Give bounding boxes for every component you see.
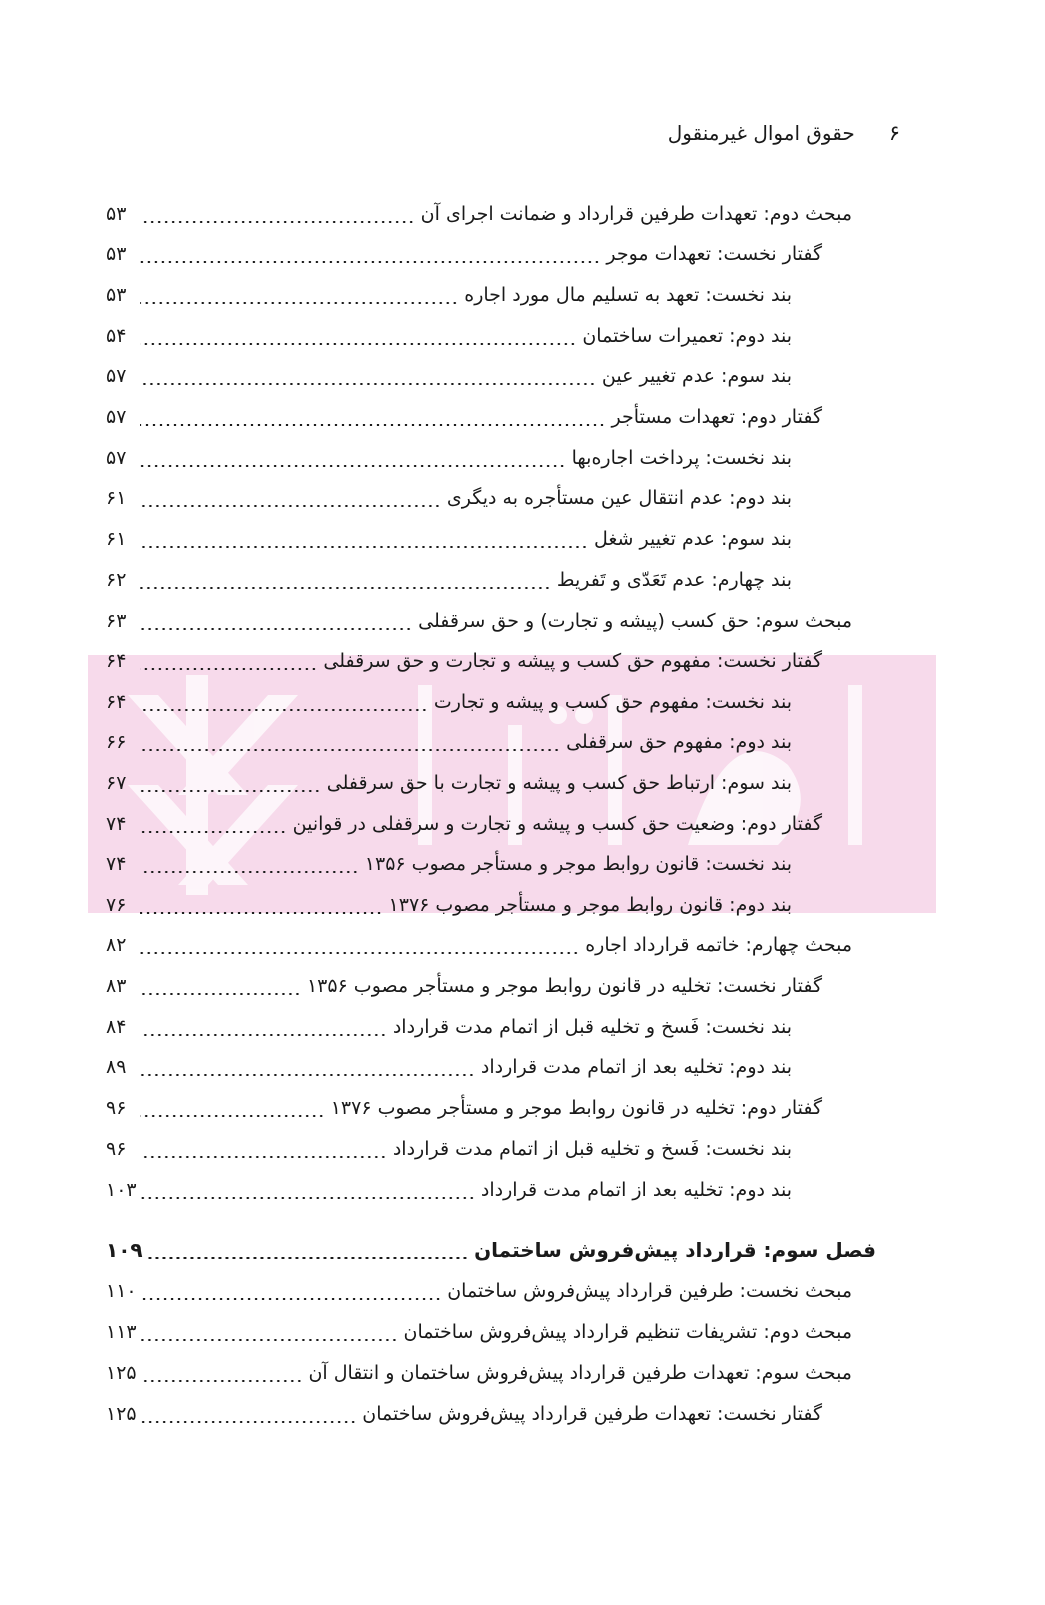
toc-entry-title: بند نخست: پرداخت اجاره‌بها: [571, 447, 792, 469]
toc-entry-title: بند نخست: قانون روابط موجر و مستأجر مصوب ۱۳۵۶: [364, 853, 792, 875]
toc-page-number: ۱۰۹: [106, 1238, 143, 1262]
toc-page-number: ۷۴: [106, 853, 127, 875]
toc-entry-title: بند نخست: فَسخ و تخلیه قبل از اتمام مدت قرارداد: [392, 1016, 792, 1038]
toc-entry-row: [106, 1355, 852, 1391]
toc-leader-dots: [140, 261, 600, 263]
toc-leader-dots: [140, 383, 596, 385]
toc-entry-row: [106, 318, 792, 354]
toc-page-number: ۵۳: [106, 284, 127, 306]
header-book-title: حقوق اموال غیرمنقول: [667, 121, 855, 145]
toc-leader-dots: [140, 302, 458, 304]
toc-leader-dots: [140, 424, 605, 426]
toc-entry-row: [106, 1131, 792, 1167]
toc-page-number: ۱۱۰: [106, 1280, 137, 1302]
toc-entry-title: مبحث چهارم: خاتمه قرارداد اجاره: [585, 934, 852, 956]
toc-entry-row: [106, 1090, 822, 1126]
toc-page-number: ۶۴: [106, 691, 127, 713]
toc-page-number: ۸۹: [106, 1056, 127, 1078]
toc-leader-dots: [140, 831, 287, 833]
toc-page-number: ۶۱: [106, 487, 127, 509]
toc-entry-title: گفتار نخست: تخلیه در قانون روابط موجر و مستأجر مصوب ۱۳۵۶: [306, 975, 822, 997]
toc-leader-dots: [140, 1074, 475, 1076]
toc-entry-row: [106, 480, 792, 516]
toc-page-number: ۶۱: [106, 528, 127, 550]
toc-entry-title: بند سوم: عدم تغییر عین: [601, 365, 792, 387]
toc-entry-row: [106, 1049, 792, 1085]
toc-leader-dots: [140, 343, 576, 345]
toc-page-number: ۵۴: [106, 325, 127, 347]
toc-entry-row: [106, 236, 822, 272]
toc-entry-row: [106, 1172, 792, 1208]
toc-entry-title: مبحث سوم: حق کسب (پیشه و تجارت) و حق سرقفلی: [418, 610, 852, 632]
toc-entry-title: بند دوم: مفهوم حق سرقفلی: [566, 731, 792, 753]
toc-entry-row: [106, 196, 852, 232]
toc-page-number: ۹۶: [106, 1138, 127, 1160]
toc-leader-dots: [141, 1380, 303, 1382]
toc-leader-dots: [140, 587, 551, 589]
toc-entry-title: بند سوم: ارتباط حق کسب و پیشه و تجارت با حق سرقفلی: [326, 772, 792, 794]
toc-entry-row: [106, 440, 792, 476]
toc-page-number: ۵۷: [106, 447, 127, 469]
toc-leader-dots: [141, 1421, 357, 1423]
toc-leader-dots: [140, 952, 579, 954]
toc-entry-row: [106, 765, 792, 801]
toc-entry-row: [106, 806, 822, 842]
toc-leader-dots: [147, 1257, 468, 1260]
toc-page-number: ۵۷: [106, 406, 127, 428]
toc-page-number: ۱۲۵: [106, 1362, 137, 1384]
toc-entry-row: [106, 1273, 852, 1309]
toc-entry-title: مبحث دوم: تعهدات طرفین قرارداد و ضمانت اجرای آن: [420, 203, 852, 225]
toc-leader-dots: [140, 668, 317, 670]
toc-entry-row: [106, 521, 792, 557]
toc-entry-title: بند نخست: تعهد به تسلیم مال مورد اجاره: [464, 284, 792, 306]
toc-page-number: ۷۴: [106, 813, 127, 835]
toc-entry-title: گفتار نخست: مفهوم حق کسب و پیشه و تجارت و حق سرقفلی: [323, 650, 822, 672]
toc-page-number: ۱۲۵: [106, 1403, 137, 1425]
toc-entry-title: مبحث نخست: طرفین قرارداد پیش‌فروش ساختمان: [447, 1280, 852, 1302]
toc-chapter-row: [106, 1232, 876, 1268]
toc-leader-dots: [140, 465, 566, 467]
toc-entry-row: [106, 399, 822, 435]
toc-entry-title: مبحث سوم: تعهدات طرفین قرارداد پیش‌فروش ساختمان و انتقال آن: [308, 1362, 852, 1384]
toc-leader-dots: [140, 546, 588, 548]
toc-leader-dots: [140, 790, 321, 792]
toc-entry-title: بند دوم: قانون روابط موجر و مستأجر مصوب ۱۳۷۶: [388, 894, 792, 916]
toc-page-number: ۷۶: [106, 894, 127, 916]
toc-leader-dots: [140, 749, 560, 751]
toc-leader-dots: [140, 221, 415, 223]
toc-page-number: ۸۳: [106, 975, 127, 997]
toc-entry-row: [106, 846, 792, 882]
toc-entry-row: [106, 1009, 792, 1045]
toc-leader-dots: [140, 628, 412, 630]
toc-entry-row: [106, 887, 792, 923]
toc-page-number: ۶۴: [106, 650, 127, 672]
toc-page-number: ۵۷: [106, 365, 127, 387]
toc-leader-dots: [141, 1339, 398, 1341]
toc-leader-dots: [140, 871, 359, 873]
toc-leader-dots: [140, 1115, 325, 1117]
toc-entry-row: [106, 684, 792, 720]
toc-entry-title: بند نخست: فَسخ و تخلیه قبل از اتمام مدت قرارداد: [392, 1138, 792, 1160]
toc-leader-dots: [140, 1034, 387, 1036]
toc-leader-dots: [140, 912, 383, 914]
toc-leader-dots: [140, 1156, 387, 1158]
toc-entry-row: [106, 603, 852, 639]
toc-entry-title: بند سوم: عدم تغییر شغل: [593, 528, 792, 550]
toc-entry-row: [106, 927, 852, 963]
toc-entry-title: مبحث دوم: تشریفات تنظیم قرارداد پیش‌فروش ساختمان: [403, 1321, 852, 1343]
toc-entry-title: بند دوم: عدم انتقال عین مستأجره به دیگری: [446, 487, 792, 509]
toc-entry-title: گفتار نخست: تعهدات طرفین قرارداد پیش‌فروش ساختمان: [362, 1403, 822, 1425]
toc-entry-row: [106, 277, 792, 313]
toc-leader-dots: [140, 993, 301, 995]
toc-page-number: ۶۶: [106, 731, 127, 753]
toc-leader-dots: [140, 709, 428, 711]
toc-page-number: ۸۲: [106, 934, 127, 956]
toc-entry-title: گفتار دوم: وضعیت حق کسب و پیشه و تجارت و سرقفلی در قوانین: [292, 813, 822, 835]
toc-entry-title: بند نخست: مفهوم حق کسب و پیشه و تجارت: [433, 691, 792, 713]
toc-entry-row: [106, 643, 822, 679]
toc-leader-dots: [140, 505, 441, 507]
toc-page-number: ۵۳: [106, 203, 127, 225]
toc-page-number: ۱۱۳: [106, 1321, 137, 1343]
toc-page-number: ۱۰۳: [106, 1179, 137, 1201]
toc-page-number: ۸۴: [106, 1016, 127, 1038]
toc-leader-dots: [141, 1298, 442, 1300]
toc-page-number: ۶۲: [106, 569, 127, 591]
header-page-number: ۶: [888, 121, 900, 145]
toc-entry-row: [106, 358, 792, 394]
toc-leader-dots: [141, 1197, 475, 1199]
toc-entry-title: بند دوم: تخلیه بعد از اتمام مدت قرارداد: [480, 1179, 792, 1201]
toc-entry-row: [106, 562, 792, 598]
toc-entry-title: گفتار دوم: تخلیه در قانون روابط موجر و مستأجر مصوب ۱۳۷۶: [330, 1097, 822, 1119]
toc-page-number: ۹۶: [106, 1097, 127, 1119]
toc-entry-title: بند دوم: تعمیرات ساختمان: [582, 325, 792, 347]
toc-page-number: ۶۳: [106, 610, 127, 632]
toc-page-number: ۶۷: [106, 772, 127, 794]
toc-entry-title: بند دوم: تخلیه بعد از اتمام مدت قرارداد: [480, 1056, 792, 1078]
toc-entry-row: [106, 1314, 852, 1350]
toc-entry-row: [106, 968, 822, 1004]
toc-entry-title: گفتار دوم: تعهدات مستأجر: [611, 406, 822, 428]
toc-entry-title: بند چهارم: عدم تَعَدّی و تَفریط: [556, 569, 792, 591]
toc-entry-title: فصل سوم: قرارداد پیش‌فروش ساختمان: [474, 1238, 876, 1262]
toc-entry-title: گفتار نخست: تعهدات موجر: [606, 243, 822, 265]
toc-page-number: ۵۳: [106, 243, 127, 265]
toc-entry-row: [106, 1396, 822, 1432]
toc-entry-row: [106, 724, 792, 760]
